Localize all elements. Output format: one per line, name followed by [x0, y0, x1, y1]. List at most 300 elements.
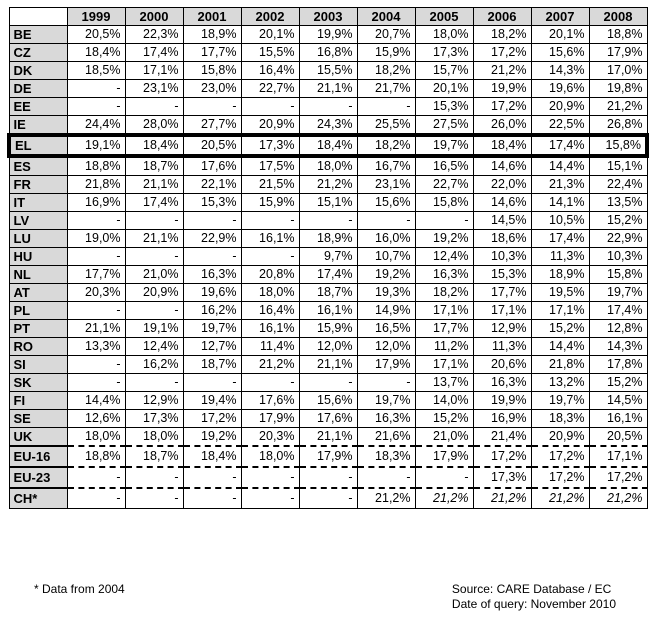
table-cell: 15,2% [589, 212, 647, 230]
table-cell: - [67, 467, 125, 488]
table-cell: - [357, 212, 415, 230]
table-cell: 12,0% [357, 338, 415, 356]
table-row [9, 320, 647, 338]
table-cell: 15,6% [531, 44, 589, 62]
table-cell: 21,1% [299, 428, 357, 447]
source-note [452, 582, 616, 612]
table-cell: - [125, 98, 183, 116]
table-cell: 10,7% [357, 248, 415, 266]
table-cell: 20,9% [125, 284, 183, 302]
table-cell: - [357, 374, 415, 392]
table-cell: - [67, 302, 125, 320]
table-cell: 15,8% [589, 135, 647, 156]
table-cell: 20,9% [241, 116, 299, 136]
table-cell: 26,8% [589, 116, 647, 136]
country-label: SK [9, 374, 67, 392]
table-cell: 19,2% [357, 266, 415, 284]
table-row [9, 284, 647, 302]
table-cell: 18,6% [473, 230, 531, 248]
country-label: FI [9, 392, 67, 410]
table-cell: 17,9% [415, 446, 473, 467]
table-cell: 17,3% [125, 410, 183, 428]
table-cell: 15,3% [415, 98, 473, 116]
table-row [9, 266, 647, 284]
table-cell: 21,2% [357, 488, 415, 509]
country-label: BE [9, 26, 67, 44]
header-corner [9, 8, 67, 26]
table-cell: 21,2% [589, 98, 647, 116]
table-cell: 17,4% [531, 230, 589, 248]
table-cell: 14,4% [67, 392, 125, 410]
table-cell: 16,1% [241, 320, 299, 338]
country-label: RO [9, 338, 67, 356]
table-cell: - [67, 212, 125, 230]
table-cell: - [357, 467, 415, 488]
table-cell: 18,8% [67, 156, 125, 176]
table-cell: 17,3% [415, 44, 473, 62]
table-cell: 18,8% [589, 26, 647, 44]
table-cell: 20,3% [241, 428, 299, 447]
table-cell: 17,1% [415, 356, 473, 374]
country-label: ES [9, 156, 67, 176]
table-row [9, 302, 647, 320]
table-cell: - [299, 98, 357, 116]
table-cell: - [183, 488, 241, 509]
table-cell: 18,3% [531, 410, 589, 428]
table-cell: 19,0% [67, 230, 125, 248]
table-cell: 18,0% [241, 446, 299, 467]
table-cell: 20,9% [531, 98, 589, 116]
country-label: PT [9, 320, 67, 338]
table-row [9, 410, 647, 428]
table-cell: 19,6% [531, 80, 589, 98]
table-cell: 16,8% [299, 44, 357, 62]
table-cell: 14,4% [531, 156, 589, 176]
table-cell: 18,7% [125, 446, 183, 467]
table-cell: 20,3% [67, 284, 125, 302]
table-row [9, 176, 647, 194]
table-row [9, 428, 647, 447]
table-cell: 17,3% [473, 467, 531, 488]
table-cell: 22,1% [183, 176, 241, 194]
table-cell: 27,7% [183, 116, 241, 136]
table-row [9, 338, 647, 356]
table-cell: 21,2% [241, 356, 299, 374]
table-cell: 18,9% [299, 230, 357, 248]
country-label: EU-23 [9, 467, 67, 488]
table-cell: 23,1% [357, 176, 415, 194]
table-cell: 17,2% [473, 98, 531, 116]
table-cell: 12,0% [299, 338, 357, 356]
table-cell: 17,3% [241, 135, 299, 156]
table-cell: 20,9% [531, 428, 589, 447]
table-cell: 17,7% [67, 266, 125, 284]
table-cell: 26,0% [473, 116, 531, 136]
table-cell: - [241, 374, 299, 392]
query-date-line: Date of query: November 2010 [451, 597, 616, 611]
table-cell: 12,6% [67, 410, 125, 428]
table-cell: 15,6% [357, 194, 415, 212]
table-cell: 14,6% [473, 194, 531, 212]
table-cell: - [299, 212, 357, 230]
table-cell: - [415, 212, 473, 230]
table-cell: 15,9% [299, 320, 357, 338]
table-row [9, 467, 647, 488]
table-cell: 15,9% [357, 44, 415, 62]
table-cell: 20,5% [67, 26, 125, 44]
table-cell: 19,7% [357, 392, 415, 410]
table-row [9, 135, 647, 156]
table-cell: 18,5% [67, 62, 125, 80]
table-cell: 22,7% [415, 176, 473, 194]
table-cell: - [67, 80, 125, 98]
table-cell: 11,4% [241, 338, 299, 356]
table-row [9, 248, 647, 266]
table-cell: 18,7% [125, 156, 183, 176]
table-cell: - [67, 374, 125, 392]
table-cell: 18,0% [67, 428, 125, 447]
country-label: IT [9, 194, 67, 212]
table-cell: 14,1% [531, 194, 589, 212]
country-label: SI [9, 356, 67, 374]
table-cell: - [241, 248, 299, 266]
table-cell: 15,3% [473, 266, 531, 284]
table-cell: - [241, 212, 299, 230]
table-cell: - [299, 488, 357, 509]
table-cell: 17,4% [531, 135, 589, 156]
table-cell: 15,8% [415, 194, 473, 212]
table-cell: 24,3% [299, 116, 357, 136]
table-cell: 14,0% [415, 392, 473, 410]
table-cell: 16,5% [357, 320, 415, 338]
table-cell: 14,9% [357, 302, 415, 320]
table-cell: 13,2% [531, 374, 589, 392]
table-row [9, 80, 647, 98]
country-label: EU-16 [9, 446, 67, 467]
table-cell: 17,6% [299, 410, 357, 428]
table-row [9, 488, 647, 509]
table-cell: 15,1% [589, 156, 647, 176]
table-cell: 21,1% [299, 80, 357, 98]
table-cell: 14,4% [531, 338, 589, 356]
table-cell: 17,2% [531, 446, 589, 467]
table-cell: 19,7% [589, 284, 647, 302]
table-cell: 17,9% [241, 410, 299, 428]
table-cell: 17,2% [183, 410, 241, 428]
table-cell: 20,5% [183, 135, 241, 156]
country-label: LU [9, 230, 67, 248]
table-cell: - [357, 98, 415, 116]
table-cell: 10,3% [589, 248, 647, 266]
table-cell: 18,2% [415, 284, 473, 302]
table-cell: 17,1% [473, 302, 531, 320]
table-row [9, 116, 647, 136]
table-cell: 21,8% [67, 176, 125, 194]
table-cell: 19,1% [125, 320, 183, 338]
table-cell: 28,0% [125, 116, 183, 136]
table-cell: 15,5% [241, 44, 299, 62]
table-row [9, 156, 647, 176]
table-cell: - [183, 212, 241, 230]
table-cell: 27,5% [415, 116, 473, 136]
table-cell: 12,9% [473, 320, 531, 338]
table-cell: - [125, 467, 183, 488]
table-cell: 17,9% [299, 446, 357, 467]
table-cell: 18,3% [357, 446, 415, 467]
table-cell: - [415, 467, 473, 488]
table-cell: - [241, 467, 299, 488]
country-label: NL [9, 266, 67, 284]
table-cell: 20,6% [473, 356, 531, 374]
table-cell: 16,3% [473, 374, 531, 392]
data-table [7, 7, 649, 509]
table-cell: 17,5% [241, 156, 299, 176]
table-row [9, 44, 647, 62]
table-cell: 17,2% [589, 467, 647, 488]
table-cell: 16,1% [241, 230, 299, 248]
table-cell: - [125, 488, 183, 509]
table-cell: - [125, 212, 183, 230]
table-cell: 11,3% [473, 338, 531, 356]
table-cell: 21,1% [67, 320, 125, 338]
table-cell: - [299, 467, 357, 488]
table-cell: 17,0% [589, 62, 647, 80]
table-cell: 16,2% [183, 302, 241, 320]
table-cell: 21,1% [125, 230, 183, 248]
table-row [9, 356, 647, 374]
table-cell: 17,9% [589, 44, 647, 62]
table-row [9, 98, 647, 116]
table-cell: 20,7% [357, 26, 415, 44]
table-cell: 22,0% [473, 176, 531, 194]
table-cell: 14,6% [473, 156, 531, 176]
table-cell: 21,2% [473, 62, 531, 80]
table-cell: 21,7% [357, 80, 415, 98]
table-cell: 18,2% [357, 135, 415, 156]
table-cell: 17,6% [183, 156, 241, 176]
table-row [9, 392, 647, 410]
table-cell: - [67, 356, 125, 374]
year-header: 2003 [299, 8, 357, 26]
table-cell: - [183, 248, 241, 266]
table-cell: 17,9% [357, 356, 415, 374]
table-cell: 16,4% [241, 62, 299, 80]
table-cell: 19,3% [357, 284, 415, 302]
table-cell: 18,4% [67, 44, 125, 62]
table-cell: - [67, 488, 125, 509]
table-body [9, 26, 647, 509]
table-cell: 16,2% [125, 356, 183, 374]
table-cell: 21,2% [415, 488, 473, 509]
table-cell: 22,3% [125, 26, 183, 44]
table-cell: 19,5% [531, 284, 589, 302]
table-cell: 18,7% [183, 356, 241, 374]
table-cell: 15,7% [415, 62, 473, 80]
table-cell: 18,2% [357, 62, 415, 80]
table-cell: 17,1% [125, 62, 183, 80]
table-cell: 16,4% [241, 302, 299, 320]
table-cell: 18,4% [125, 135, 183, 156]
year-header: 2002 [241, 8, 299, 26]
year-header: 2006 [473, 8, 531, 26]
table-cell: 17,2% [473, 446, 531, 467]
table-row [9, 212, 647, 230]
table-cell: 12,4% [415, 248, 473, 266]
year-header: 2007 [531, 8, 589, 26]
table-cell: 21,4% [473, 428, 531, 447]
table-cell: 16,0% [357, 230, 415, 248]
table-cell: 17,4% [299, 266, 357, 284]
table-cell: 14,5% [473, 212, 531, 230]
table-cell: 22,7% [241, 80, 299, 98]
table-cell: 19,4% [183, 392, 241, 410]
table-cell: 16,3% [415, 266, 473, 284]
table-cell: - [67, 98, 125, 116]
table-cell: 17,4% [125, 44, 183, 62]
table-cell: 15,6% [299, 392, 357, 410]
table-cell: 10,5% [531, 212, 589, 230]
table-cell: 18,0% [415, 26, 473, 44]
year-header: 2008 [589, 8, 647, 26]
table-cell: - [183, 98, 241, 116]
year-header: 2000 [125, 8, 183, 26]
table-cell: 19,7% [183, 320, 241, 338]
table-cell: - [67, 248, 125, 266]
table-row [9, 230, 647, 248]
table-cell: 17,8% [589, 356, 647, 374]
country-label: SE [9, 410, 67, 428]
table-cell: 15,5% [299, 62, 357, 80]
table-cell: 16,7% [357, 156, 415, 176]
table-cell: 18,0% [299, 156, 357, 176]
table-cell: 17,2% [473, 44, 531, 62]
country-label: EL [9, 135, 67, 156]
table-cell: 19,7% [415, 135, 473, 156]
table-cell: - [125, 302, 183, 320]
country-label: IE [9, 116, 67, 136]
year-header: 2001 [183, 8, 241, 26]
table-cell: - [125, 374, 183, 392]
table-cell: 19,8% [589, 80, 647, 98]
table-cell: 15,2% [589, 374, 647, 392]
table-row [9, 26, 647, 44]
country-label: UK [9, 428, 67, 447]
table-cell: 19,2% [415, 230, 473, 248]
table-cell: 22,4% [589, 176, 647, 194]
country-label: CH* [9, 488, 67, 509]
table-cell: 18,2% [473, 26, 531, 44]
table-cell: 17,1% [531, 302, 589, 320]
table-cell: 19,9% [473, 80, 531, 98]
country-label: CZ [9, 44, 67, 62]
footnote: * Data from 2004 [34, 582, 125, 596]
table-cell: 25,5% [357, 116, 415, 136]
table-cell: 10,3% [473, 248, 531, 266]
table-cell: 21,0% [415, 428, 473, 447]
country-label: EE [9, 98, 67, 116]
table-cell: 15,9% [241, 194, 299, 212]
table-cell: 17,4% [589, 302, 647, 320]
table-cell: 20,8% [241, 266, 299, 284]
table-cell: 15,8% [183, 62, 241, 80]
table-cell: 18,9% [531, 266, 589, 284]
table-cell: 20,1% [241, 26, 299, 44]
table-cell: 17,7% [415, 320, 473, 338]
table-cell: 21,1% [299, 356, 357, 374]
year-header: 2005 [415, 8, 473, 26]
country-label: DE [9, 80, 67, 98]
table-cell: 17,1% [415, 302, 473, 320]
table-cell: 12,4% [125, 338, 183, 356]
table-cell: 11,2% [415, 338, 473, 356]
table-cell: 17,1% [589, 446, 647, 467]
table-cell: 16,5% [415, 156, 473, 176]
country-label: AT [9, 284, 67, 302]
header-row [9, 8, 647, 26]
table-cell: 13,7% [415, 374, 473, 392]
table-row [9, 62, 647, 80]
table-cell: 24,4% [67, 116, 125, 136]
table-cell: 12,7% [183, 338, 241, 356]
table-cell: 18,0% [241, 284, 299, 302]
country-label: LV [9, 212, 67, 230]
table-cell: 22,9% [589, 230, 647, 248]
source-line: Source: CARE Database / EC [451, 582, 612, 596]
table-cell: 16,3% [357, 410, 415, 428]
table-cell: 19,9% [473, 392, 531, 410]
table-cell: 16,9% [67, 194, 125, 212]
table-cell: 22,9% [183, 230, 241, 248]
table-cell: 19,2% [183, 428, 241, 447]
country-label: PL [9, 302, 67, 320]
table-cell: 18,8% [67, 446, 125, 467]
table-cell: 21,5% [241, 176, 299, 194]
table-cell: - [183, 374, 241, 392]
table-cell: 23,1% [125, 80, 183, 98]
table-cell: 14,5% [589, 392, 647, 410]
table-cell: 20,1% [415, 80, 473, 98]
table-cell: 15,2% [531, 320, 589, 338]
table-cell: 19,1% [67, 135, 125, 156]
table-cell: 16,1% [299, 302, 357, 320]
country-label: DK [9, 62, 67, 80]
table-cell: 17,7% [183, 44, 241, 62]
table-cell: 20,5% [589, 428, 647, 447]
table-cell: 14,3% [531, 62, 589, 80]
table-cell: 17,7% [473, 284, 531, 302]
table-cell: 16,1% [589, 410, 647, 428]
table-cell: - [241, 98, 299, 116]
table-cell: 18,9% [183, 26, 241, 44]
table-row [9, 446, 647, 467]
table-cell: 18,4% [473, 135, 531, 156]
table-cell: 15,2% [415, 410, 473, 428]
table-cell: 21,1% [125, 176, 183, 194]
year-header: 1999 [67, 8, 125, 26]
table-cell: 18,0% [125, 428, 183, 447]
table-cell: 16,9% [473, 410, 531, 428]
table-cell: 21,2% [473, 488, 531, 509]
table-cell: 9,7% [299, 248, 357, 266]
table-cell: 17,6% [241, 392, 299, 410]
table-cell: 15,8% [589, 266, 647, 284]
table-cell: 13,3% [67, 338, 125, 356]
table-cell: - [299, 374, 357, 392]
table-cell: 15,3% [183, 194, 241, 212]
table-cell: - [183, 467, 241, 488]
table-cell: 21,6% [357, 428, 415, 447]
table-cell: - [125, 248, 183, 266]
